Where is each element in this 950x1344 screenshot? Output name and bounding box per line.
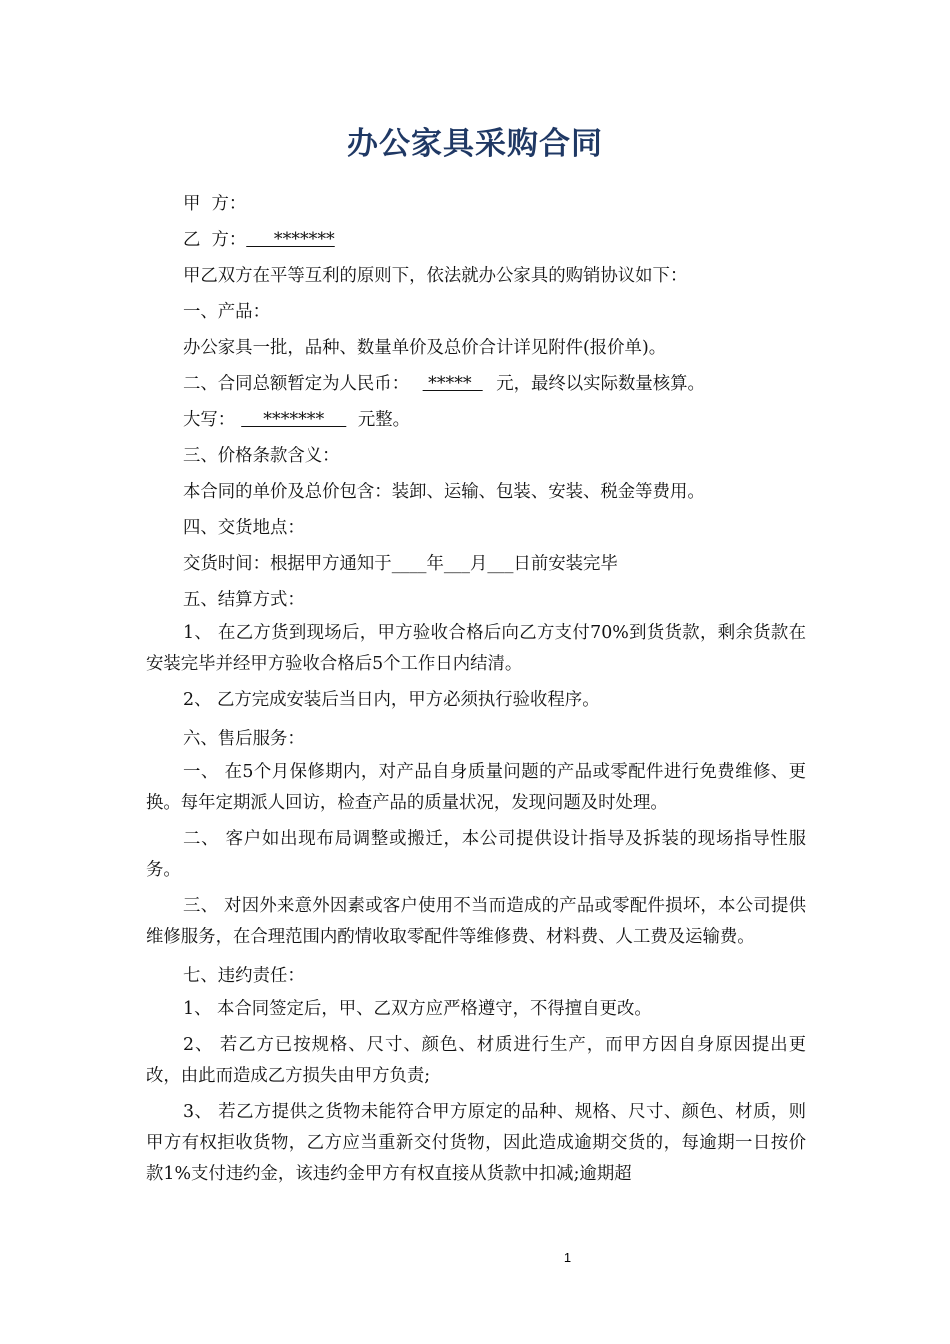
section-6-heading: 六、售后服务： — [183, 729, 305, 749]
page-number: 1 — [563, 1250, 572, 1265]
section-6-item-3: 三、 对因外来意外因素或客户使用不当而造成的产品或零配件损坏，本公司提供维修服务，在合理范围内酌情收取零配件等维修费、材料费、人工费及运输费。 — [146, 896, 806, 947]
daxie-amount: ******* — [241, 410, 347, 430]
delivery-time: 交货时间：根据甲方通知于____年___月___日前安装完毕 — [183, 554, 618, 574]
section-2-prefix: 二、合同总额暂定为人民币： — [183, 374, 410, 394]
section-5-item-1: 1、 在乙方货到现场后，甲方验收合格后向乙方支付70%到货货款，剩余货款在安装完毕并经甲方验收合格后5个工作日内结清。 — [146, 623, 806, 674]
party-b-line — [146, 222, 806, 258]
section-6-item-1: 一、 在5个月保修期内，对产品自身质量问题的产品或零配件进行免费维修、更换。每年定期派人回访，检查产品的质量状况，发现问题及时处理。 — [146, 762, 806, 813]
section-3-heading: 三、价格条款含义： — [183, 446, 340, 466]
section-3-text: 本合同的单价及总价包含：装卸、运输、包装、安装、税金等费用。 — [183, 482, 705, 502]
party-b-label: 乙 方： — [183, 230, 247, 250]
section-7-item-2: 2、 若乙方已按规格、尺寸、颜色、材质进行生产，而甲方因自身原因提出更改，由此而造成乙方损失由甲方负责; — [146, 1035, 806, 1086]
section-1-heading: 一、产品： — [183, 302, 270, 322]
daxie-prefix: 大写： — [183, 410, 236, 430]
contract-amount: ***** — [422, 374, 483, 394]
section-7-item-3: 3、 若乙方提供之货物未能符合甲方原定的品种、规格、尺寸、颜色、材质，则甲方有权拒收货物，乙方应当重新交付货物，因此造成逾期交货的，每逾期一日按价款1%支付违约金，该违约金甲方有权直接从货款中扣减;逾期超 — [146, 1102, 806, 1184]
section-5-item-2: 2、 乙方完成安装后当日内，甲方必须执行验收程序。 — [183, 690, 600, 710]
party-b-value: ******* — [246, 230, 335, 250]
section-4-heading: 四、交货地点： — [183, 518, 305, 538]
party-a-label: 甲 方： — [183, 194, 247, 214]
section-7-item-1: 1、 本合同签定后，甲、乙双方应严格遵守，不得擅自更改。 — [183, 999, 652, 1019]
section-2-line — [146, 366, 806, 402]
daxie-suffix: 元整。 — [357, 410, 410, 430]
section-2-suffix: 元，最终以实际数量核算。 — [496, 374, 705, 394]
party-a-line — [146, 186, 806, 222]
intro-line: 甲乙双方在平等互利的原则下，依法就办公家具的购销协议如下： — [183, 266, 688, 286]
daxie-line — [146, 402, 806, 438]
document-title: 办公家具采购合同 — [347, 126, 603, 162]
section-5-heading: 五、结算方式： — [183, 590, 305, 610]
section-7-heading: 七、违约责任： — [183, 966, 305, 986]
section-6-item-2: 二、 客户如出现布局调整或搬迁，本公司提供设计指导及拆装的现场指导性服务。 — [146, 829, 806, 880]
section-1-text: 办公家具一批，品种、数量单价及总价合计详见附件(报价单)。 — [183, 338, 667, 358]
document-body — [146, 186, 806, 1195]
